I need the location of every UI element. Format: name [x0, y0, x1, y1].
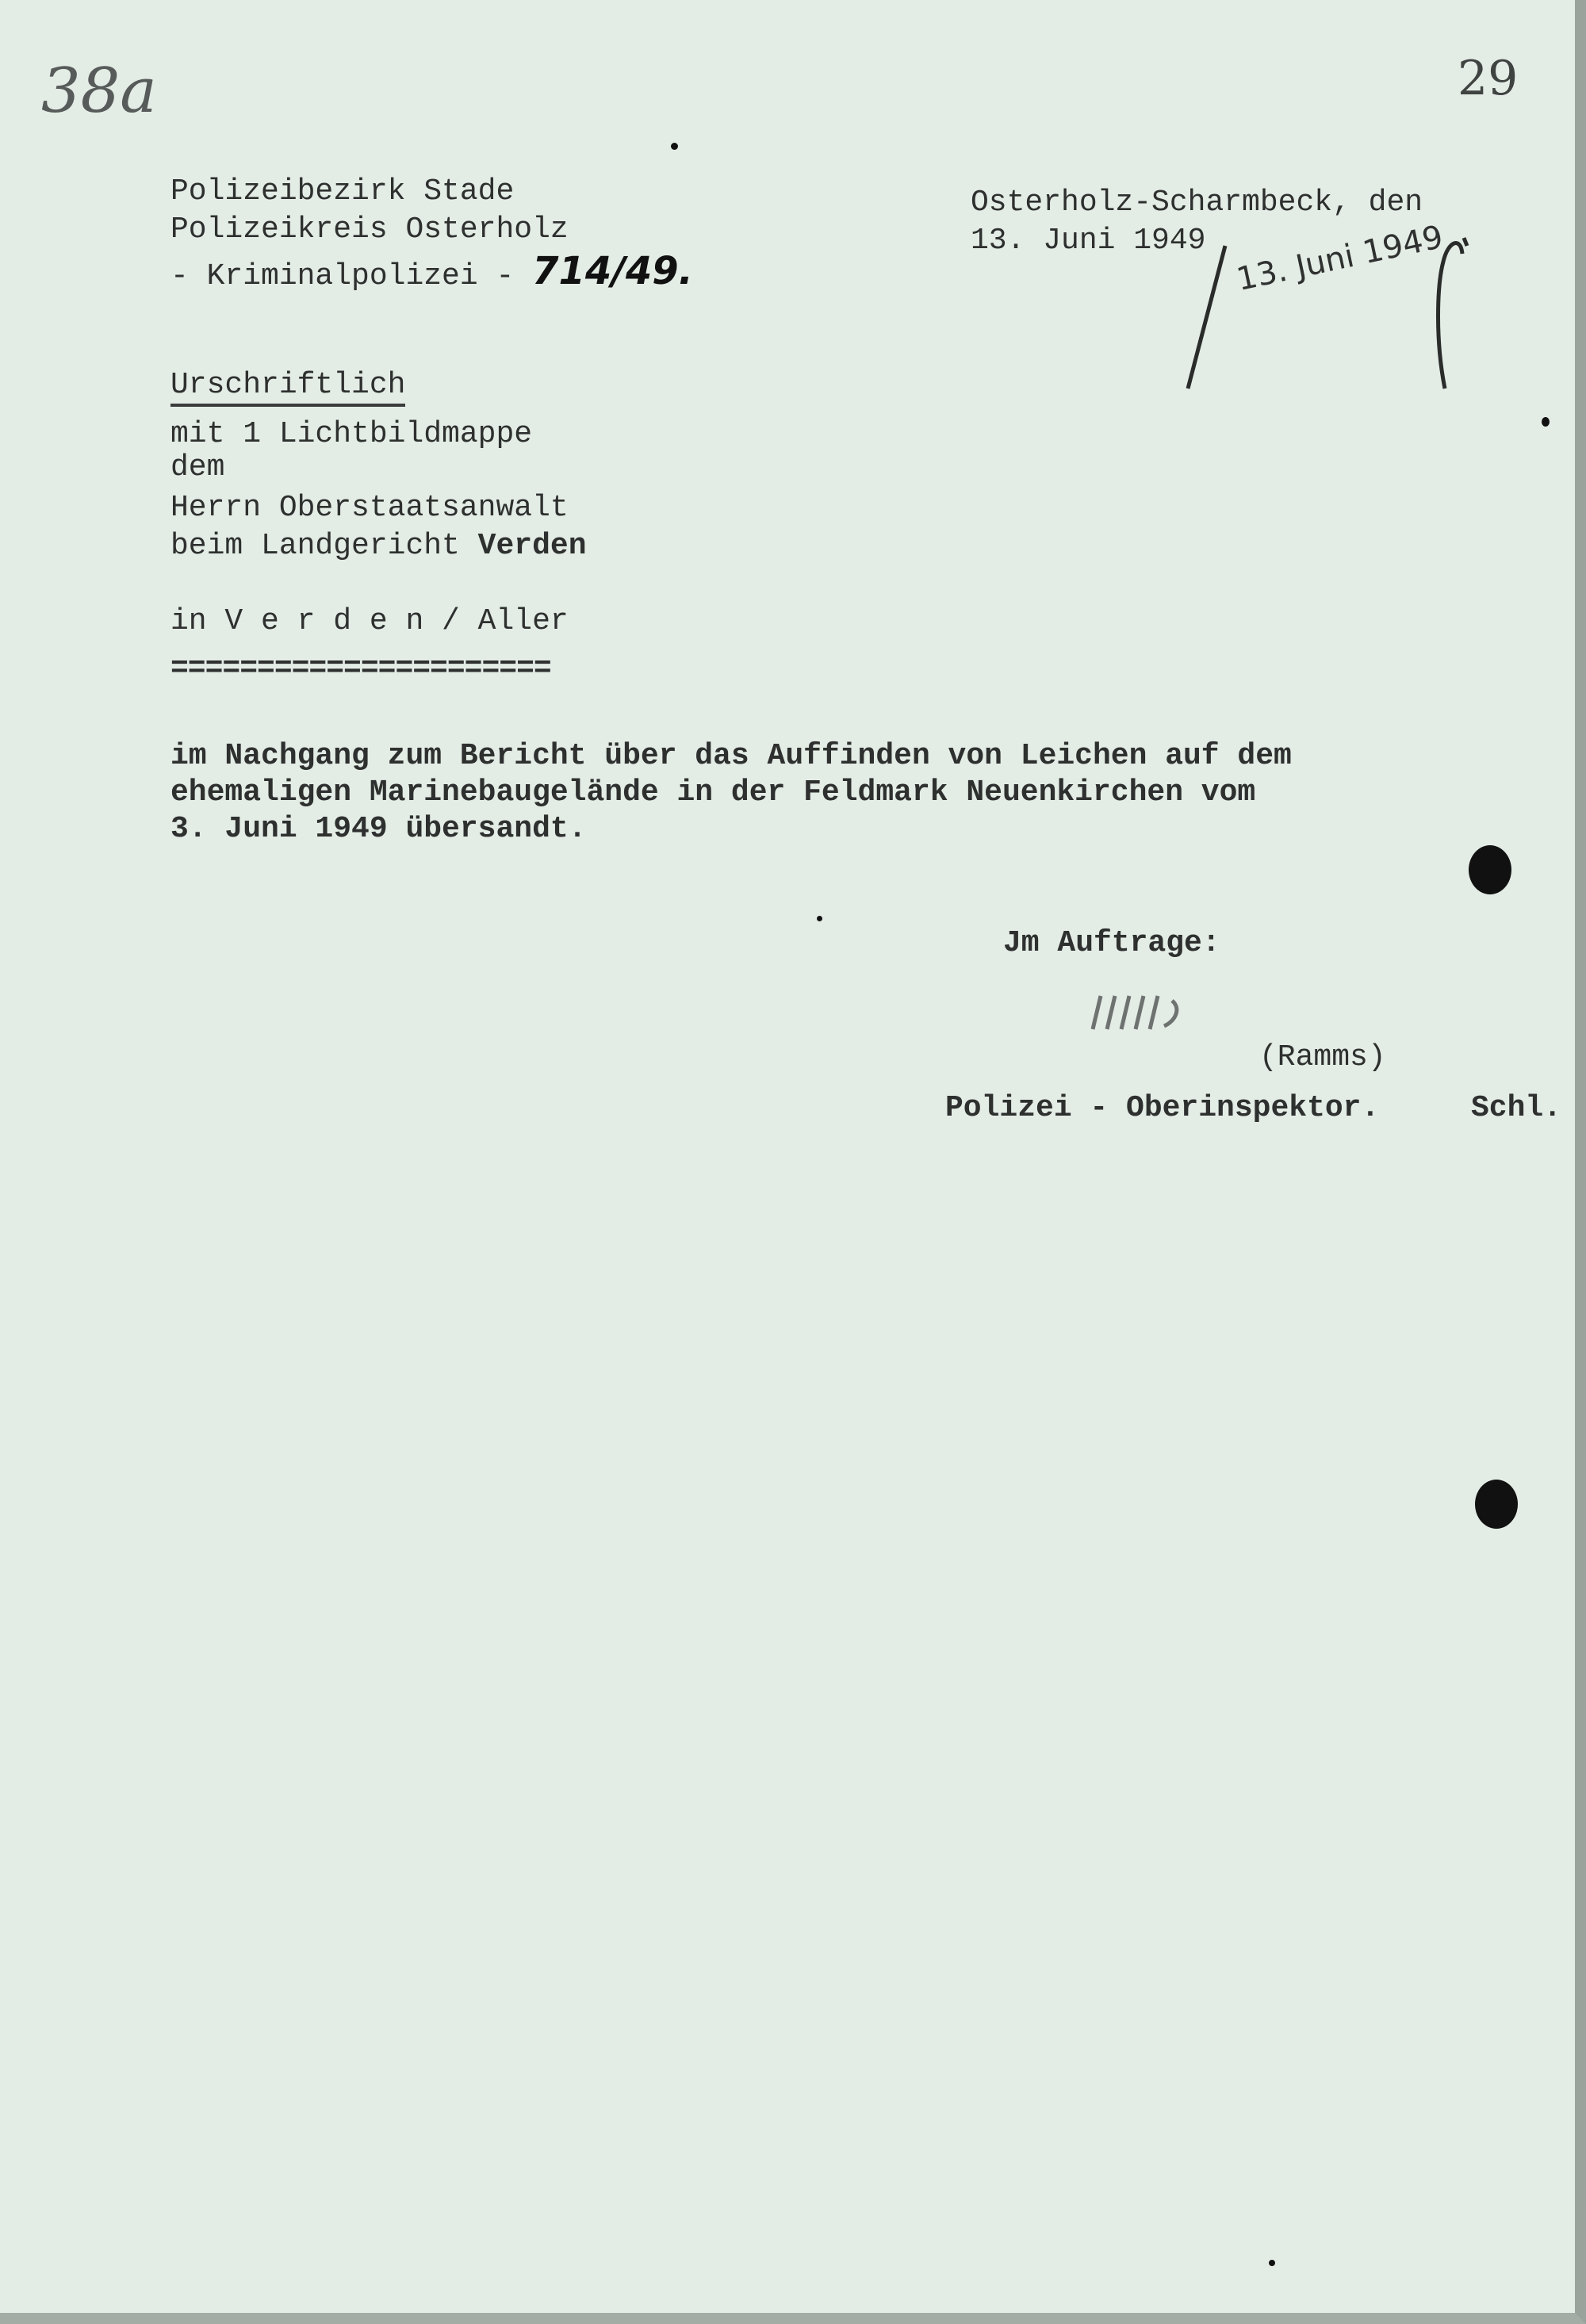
folder-number-annotation: 38a — [41, 56, 157, 127]
body-line-2: ehemaligen Marinebaugelände in der Feldmark Neuenkirchen vom — [170, 775, 1256, 810]
typist-initials: Schl. — [1471, 1091, 1562, 1125]
date-line: 13. Juni 1949 — [971, 224, 1206, 258]
sender-line-1: Polizeibezirk Stade — [170, 174, 515, 209]
urschriftlich-label: Urschriftlich — [170, 368, 405, 407]
punch-hole-upper — [1469, 845, 1511, 894]
speck — [1269, 2260, 1275, 2266]
on-behalf-label: Jm Auftrage: — [1003, 926, 1220, 960]
recipient-line-3: Herrn Oberstaatsanwalt — [170, 491, 569, 525]
sender-department: - Kriminalpolizei - — [170, 259, 515, 293]
body-line-3: 3. Juni 1949 übersandt. — [170, 812, 587, 846]
recipient-line-1: mit 1 Lichtbildmappe — [170, 417, 533, 451]
sender-line-3 — [170, 249, 693, 296]
recipient-heading — [170, 366, 405, 404]
handwritten-signature — [1086, 990, 1190, 1037]
recipient-line-4 — [170, 527, 587, 565]
sender-line-2: Polizeikreis Osterholz — [170, 212, 569, 247]
place-line: Osterholz-Scharmbeck, den — [971, 186, 1423, 220]
signatory-title: Polizei - Oberinspektor. — [945, 1091, 1380, 1125]
page-number: 29 — [1458, 51, 1519, 106]
initials-mark — [1427, 222, 1491, 396]
punch-hole-lower — [1475, 1480, 1518, 1529]
body-line-1: im Nachgang zum Bericht über das Auffinden von Leichen auf dem — [170, 739, 1292, 773]
recipient-line-2: dem — [170, 450, 225, 484]
file-number-handwritten: 714/49. — [532, 249, 693, 293]
signatory-name: (Ramms) — [1259, 1040, 1386, 1074]
speck — [1542, 417, 1550, 427]
received-date-stamp: 13. Juni 1949 — [1233, 219, 1446, 298]
date-slash-mark — [1182, 238, 1229, 396]
speck — [671, 143, 678, 150]
court-label: beim Landgericht — [170, 529, 478, 563]
court-city: Verden — [477, 529, 587, 563]
speck — [817, 916, 822, 921]
double-rule: ====================== — [170, 652, 551, 686]
recipient-city: in V e r d e n / Aller — [170, 604, 569, 638]
